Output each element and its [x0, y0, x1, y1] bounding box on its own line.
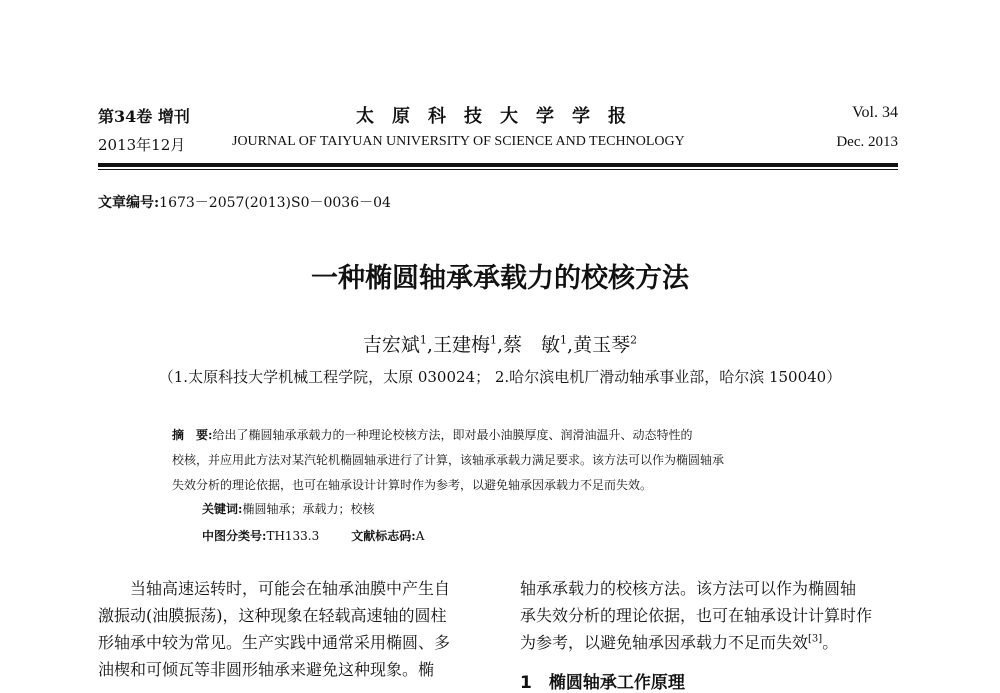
author-affiliation-mark: 1 — [560, 333, 568, 347]
body-right-tail: 。 — [822, 633, 839, 652]
body-left-line: 当轴高速运转时，可能会在轴承油膜中产生自 — [130, 579, 451, 598]
body-right-line: 轴承承载力的校核方法。该方法可以作为椭圆轴 — [520, 579, 857, 598]
journal-name-cn: 太原科技大学学报 — [356, 106, 644, 127]
affiliations: （1.太原科技大学机械工程学院，太原 030024； 2.哈尔滨电机厂滑动轴承事业部，哈尔滨 150040） — [158, 368, 842, 386]
header-volume-en: Vol. 34 — [852, 104, 898, 121]
keywords — [202, 500, 374, 517]
author-affiliation-mark: 1 — [489, 333, 497, 347]
abstract-line: 校核，并应用此方法对某汽轮机椭圆轴承进行了计算，该轴承承载力满足要求。该方法可以作为椭圆轴承 — [172, 453, 725, 467]
header-date-en: Dec. 2013 — [836, 134, 898, 150]
keywords-text: 椭圆轴承；承载力；校核 — [242, 502, 375, 516]
author-name: 黄玉琴 — [573, 334, 631, 356]
classification — [202, 527, 424, 544]
code-label: 文献标志码: — [351, 529, 416, 543]
body-right-line — [520, 630, 838, 653]
keywords-label: 关键词: — [202, 502, 243, 516]
author-list: 吉宏斌$^1$,王建梅$^1$,蔡 敏$^1$,黄玉琴$^2$ — [362, 333, 638, 356]
class-label: 中图分类号: — [202, 529, 267, 543]
article-number — [98, 192, 391, 212]
header-volume-cn: 第34卷 增刊 — [98, 107, 190, 126]
body-right-line: 承失效分析的理论依据，也可在轴承设计计算时作 — [520, 606, 873, 625]
abstract-text: 给出了椭圆轴承承载力的一种理论校核方法，即对最小油膜厚度、润滑油温升、动态特性的 — [212, 428, 693, 442]
author-affiliation-mark: 2 — [630, 333, 638, 347]
code-value: A — [415, 529, 425, 543]
header-rule-thick — [98, 163, 898, 167]
paper-title: 一种椭圆轴承承载力的校核方法 — [311, 263, 689, 294]
header-rule-thin — [98, 169, 898, 170]
body-left-line: 形轴承中较为常见。生产实践中通常采用椭圆、多 — [98, 633, 451, 652]
section-heading: 1 椭圆轴承工作原理 — [520, 673, 685, 693]
body-left-line: 油楔和可倾瓦等非圆形轴承来避免这种现象。椭 — [98, 660, 435, 679]
body-right-text: 为参考，以避免轴承因承载力不足而失效 — [520, 633, 809, 652]
body-left-line: 激振动(油膜振荡)，这种现象在轻载高速轴的圆柱 — [98, 606, 447, 625]
author-affiliation-mark: 1 — [419, 333, 427, 347]
class-value: TH133.3 — [266, 529, 320, 543]
header-date-cn: 2013年12月 — [98, 136, 186, 154]
reference-citation[interactable]: [3] — [808, 633, 823, 645]
abstract-line — [172, 426, 692, 443]
abstract-line: 失效分析的理论依据，也可在轴承设计计算时作为参考，以避免轴承因承载力不足而失效。 — [172, 478, 653, 492]
abstract-label: 摘 要: — [172, 428, 213, 442]
author-name: 吉宏斌 — [362, 334, 420, 356]
article-number-value: 1673－2057(2013)S0－0036－04 — [159, 195, 391, 211]
article-number-label: 文章编号: — [98, 195, 160, 211]
author-name: 王建梅 — [432, 334, 490, 356]
journal-name-en: JOURNAL OF TAIYUAN UNIVERSITY OF SCIENCE AND TECHNOLOGY — [232, 134, 685, 149]
author-name: 蔡 敏 — [503, 334, 561, 356]
